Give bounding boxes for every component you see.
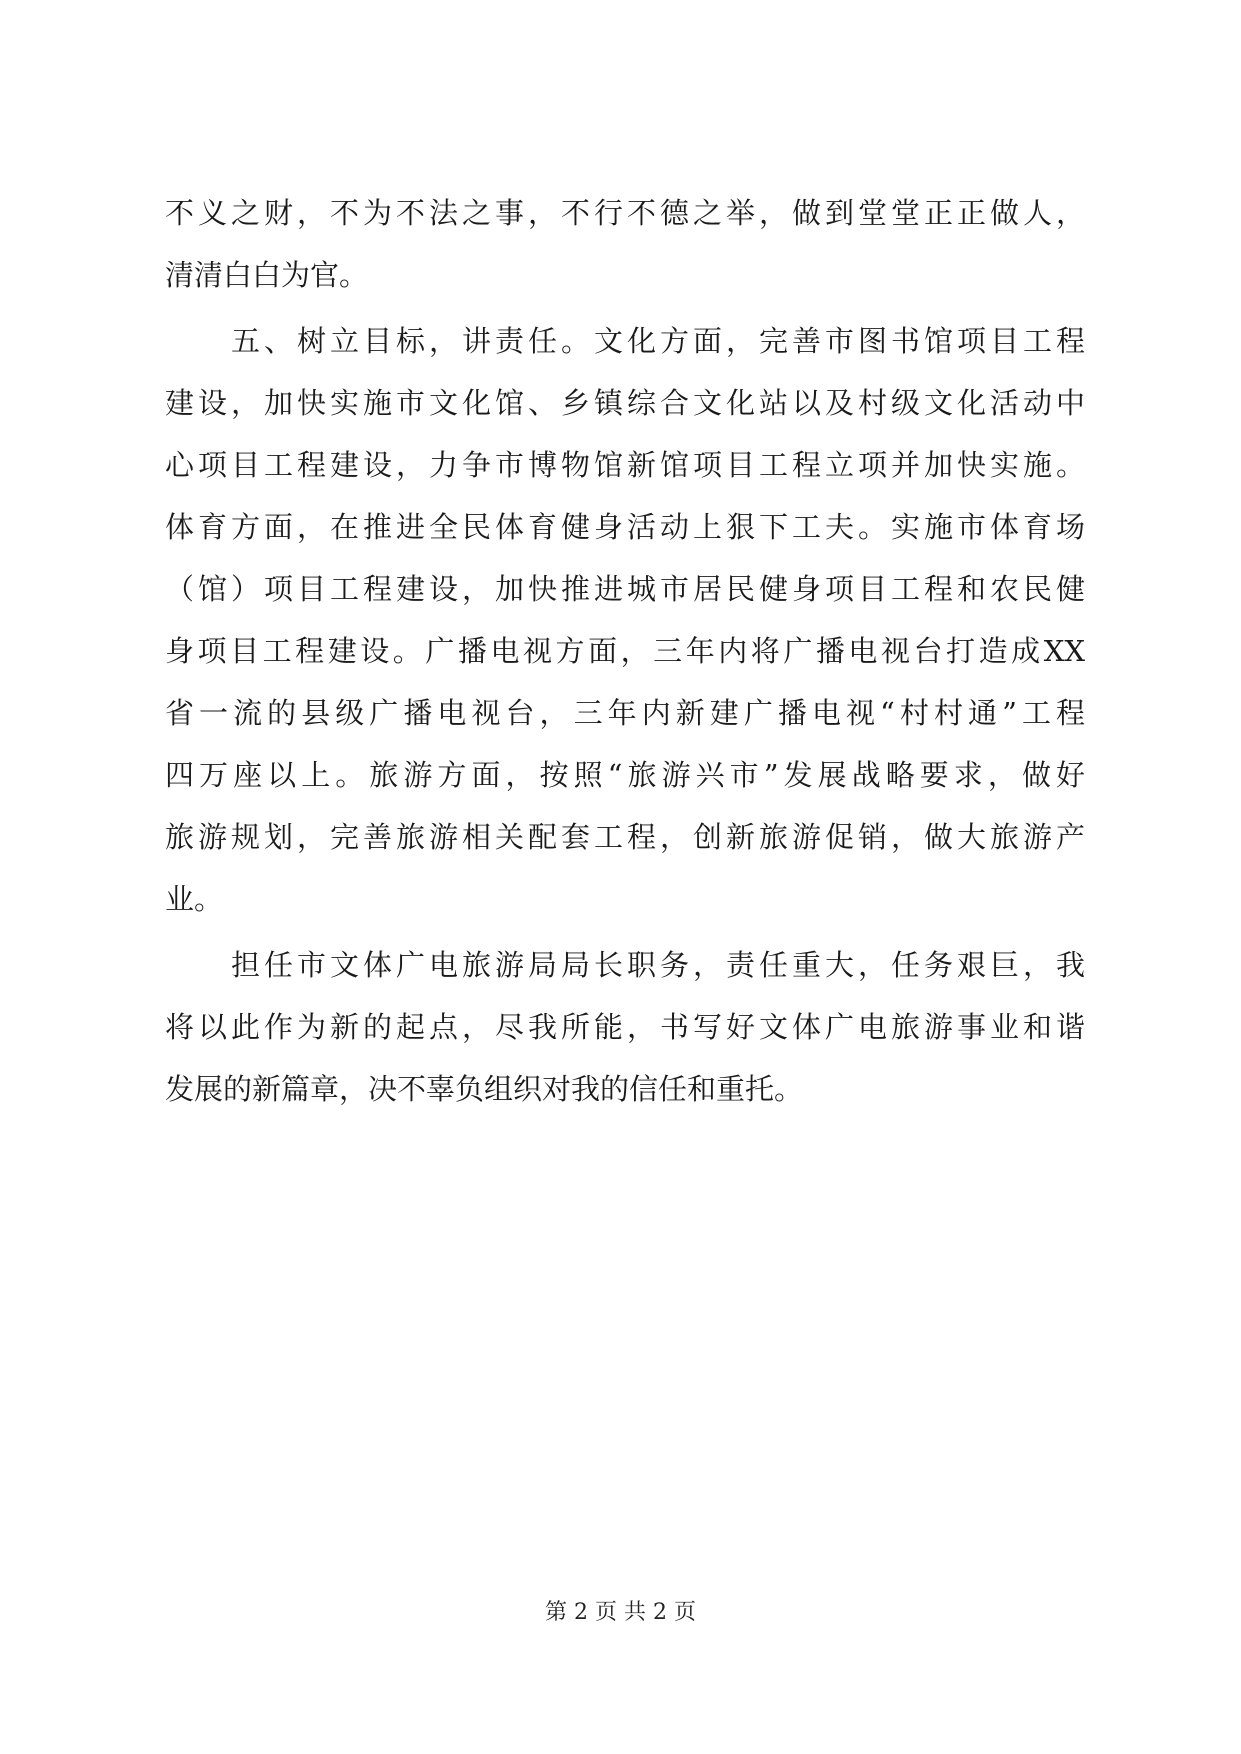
text-line: 体育方面，在推进全民体育健身活动上狠下工夫。实施市体育场: [165, 510, 1085, 544]
text-line: 担任市文体广电旅游局局长职务，责任重大，任务艰巨，我: [231, 948, 1085, 982]
document-body: [165, 182, 1085, 1120]
text-line: 发展的新篇章，决不辜负组织对我的信任和重托。: [165, 1072, 804, 1106]
text-line: 清清白白为官。: [165, 258, 369, 292]
text-line: 业。: [165, 882, 224, 916]
text-line: 将以此作为新的起点，尽我所能，书写好文体广电旅游事业和谐: [165, 1010, 1085, 1044]
text-line: 身项目工程建设。广播电视方面，三年内将广播电视台打造成XX: [165, 634, 1085, 668]
text-line: 省一流的县级广播电视台，三年内新建广播电视“村村通”工程: [165, 696, 1085, 730]
text-line: 五、树立目标，讲责任。文化方面，完善市图书馆项目工程: [231, 324, 1085, 358]
text-line: 四万座以上。旅游方面，按照“旅游兴市”发展战略要求，做好: [165, 758, 1085, 792]
page-number-footer: 第 2 页 共 2 页: [545, 1600, 696, 1625]
text-line: 旅游规划，完善旅游相关配套工程，创新旅游促销，做大旅游产: [165, 820, 1085, 854]
paragraph-2: [165, 310, 1085, 930]
paragraph-1: [165, 182, 1085, 306]
text-line: 不义之财，不为不法之事，不行不德之举，做到堂堂正正做人，: [165, 196, 1085, 230]
text-line: 心项目工程建设，力争市博物馆新馆项目工程立项并加快实施。: [165, 448, 1085, 482]
text-line: 建设，加快实施市文化馆、乡镇综合文化站以及村级文化活动中: [165, 386, 1085, 420]
text-line: （馆）项目工程建设，加快推进城市居民健身项目工程和农民健: [165, 572, 1085, 606]
paragraph-3: [165, 934, 1085, 1120]
